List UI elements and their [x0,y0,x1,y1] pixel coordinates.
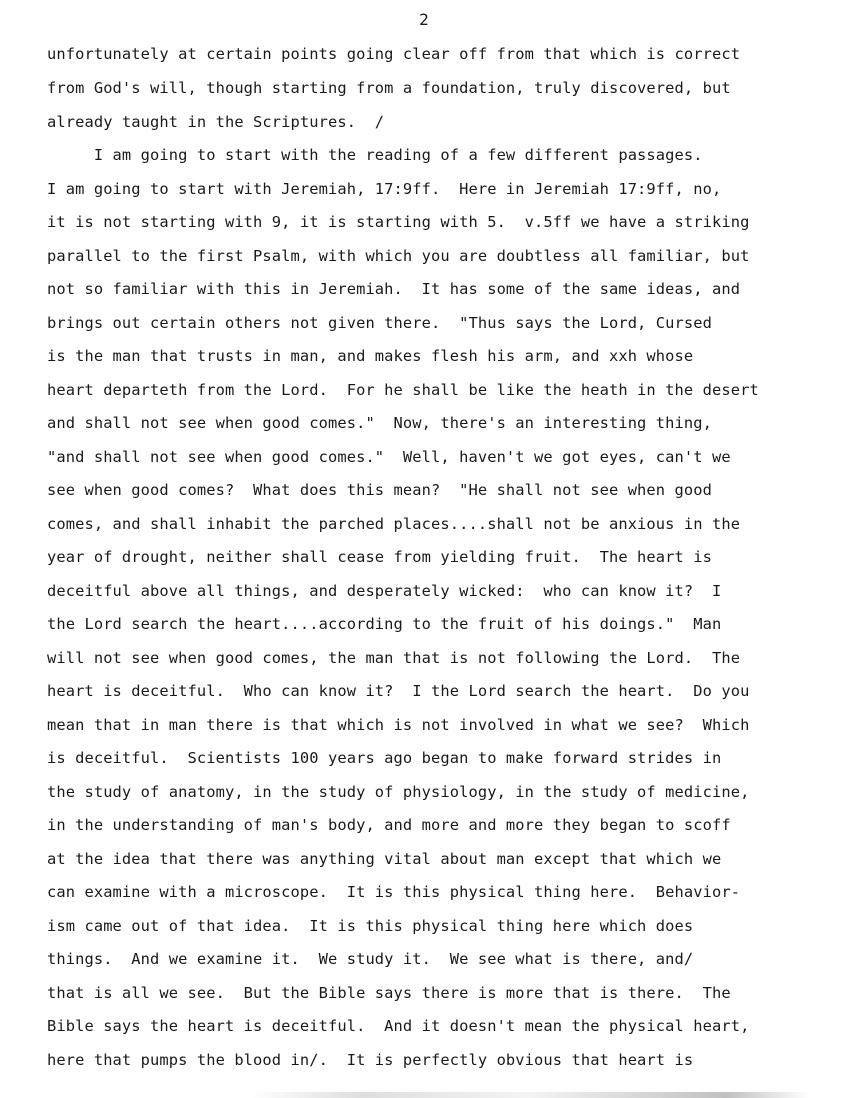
text-line: things. And we examine it. We study it. We see what is there, and∕ [47,950,694,968]
text-line: ism came out of that idea. It is this physical thing here which does [47,917,694,935]
text-line: in the understanding of man's body, and more and more they began to scoff [47,816,731,834]
text-line: from God's will, though starting from a foundation, truly discovered, but [47,79,731,97]
text-line: it is not starting with 9, it is starting with 5. v.5ff we have a striking [47,213,750,231]
text-line: and shall not see when good comes." Now, there's an interesting thing, [47,414,712,432]
text-line: not so familiar with this in Jeremiah. It has some of the same ideas, and [47,280,741,298]
text-line: that is all we see. But the Bible says there is more that is there. The [47,984,731,1002]
text-line: I am going to start with Jeremiah, 17:9ff. Here in Jeremiah 17:9ff, no, [47,180,722,198]
text-line: parallel to the first Psalm, with which you are doubtless all familiar, but [47,247,750,265]
text-line: is the man that trusts in man, and makes flesh his arm, and xxh whose [47,347,694,365]
page-number: 2 [419,10,429,29]
scan-smudge [250,1092,810,1098]
text-line: can examine with a microscope. It is this physical thing here. Behavior- [47,883,741,901]
text-line: unfortunately at certain points going clear off from that which is correct [47,45,741,63]
text-line: mean that in man there is that which is not involved in what we see? Which [47,716,750,734]
text-line: already taught in the Scriptures. ∕ [47,113,385,131]
text-line: year of drought, neither shall cease from yielding fruit. The heart is [47,548,712,566]
text-line: heart is deceitful. Who can know it? I the Lord search the heart. Do you [47,682,750,700]
text-line: "and shall not see when good comes." Well, haven't we got eyes, can't we [47,448,731,466]
text-line: deceitful above all things, and desperately wicked: who can know it? I [47,582,722,600]
text-line: heart departeth from the Lord. For he shall be like the heath in the desert [47,381,759,399]
text-line: at the idea that there was anything vital about man except that which we [47,850,722,868]
text-line: Bible says the heart is deceitful. And it doesn't mean the physical heart, [47,1017,750,1035]
text-line: I am going to start with the reading of a few different passages. [47,146,703,164]
text-line: brings out certain others not given there. "Thus says the Lord, Cursed [47,314,712,332]
text-line: here that pumps the blood in∕. It is perfectly obvious that heart is [47,1051,694,1069]
text-line: comes, and shall inhabit the parched places....shall not be anxious in the [47,515,741,533]
text-line: is deceitful. Scientists 100 years ago began to make forward strides in [47,749,722,767]
text-line: the study of anatomy, in the study of physiology, in the study of medicine, [47,783,750,801]
text-line: the Lord search the heart....according to the fruit of his doings." Man [47,615,722,633]
text-line: see when good comes? What does this mean? "He shall not see when good [47,481,712,499]
text-line: will not see when good comes, the man that is not following the Lord. The [47,649,741,667]
